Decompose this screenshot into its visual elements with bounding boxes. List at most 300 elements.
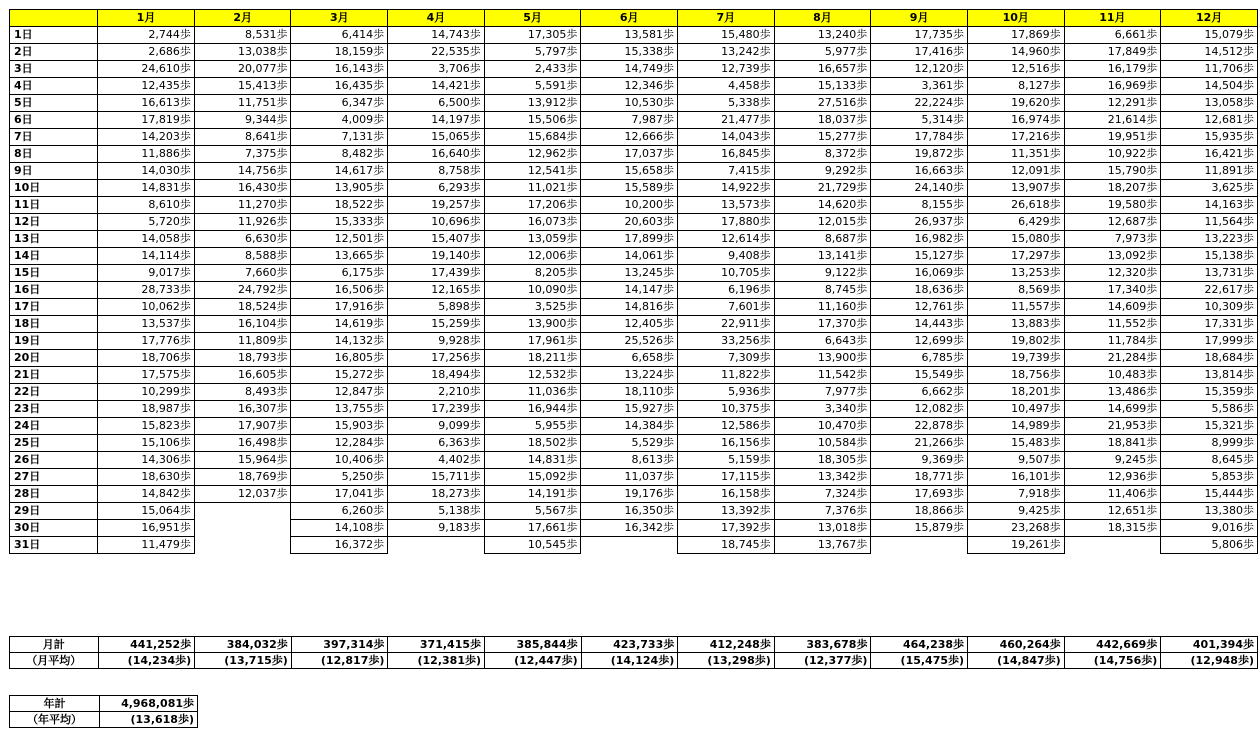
step-count-cell: 25,526歩: [581, 333, 678, 350]
step-count-cell: 3,525歩: [484, 299, 581, 316]
step-count-cell: 8,588歩: [194, 248, 291, 265]
step-count-cell: 14,147歩: [581, 282, 678, 299]
monthly-average-value: (14,124歩): [581, 653, 678, 669]
step-count-cell: 18,987歩: [98, 401, 195, 418]
step-count-cell: 14,831歩: [484, 452, 581, 469]
step-count-cell: 12,346歩: [581, 78, 678, 95]
step-count-cell: 22,617歩: [1161, 282, 1258, 299]
table-row: [10, 27, 1258, 44]
table-row: [10, 129, 1258, 146]
day-label: 23日: [10, 401, 98, 418]
day-label: 10日: [10, 180, 98, 197]
step-count-cell: 13,912歩: [484, 95, 581, 112]
monthly-average-value: (12,377歩): [774, 653, 871, 669]
step-count-cell: 19,872歩: [871, 146, 968, 163]
monthly-average-value: (12,447歩): [485, 653, 582, 669]
step-count-cell: 8,745歩: [774, 282, 871, 299]
step-count-cell: 16,430歩: [194, 180, 291, 197]
step-count-cell: 27,516歩: [774, 95, 871, 112]
step-count-cell: 14,163歩: [1161, 197, 1258, 214]
step-count-cell: 10,705歩: [678, 265, 775, 282]
step-count-cell: 14,030歩: [98, 163, 195, 180]
step-count-cell: 15,127歩: [871, 248, 968, 265]
step-count-cell: 15,079歩: [1161, 27, 1258, 44]
step-count-cell: 17,392歩: [678, 520, 775, 537]
step-count-cell: 8,127歩: [967, 78, 1064, 95]
month-header-12: 12月: [1161, 10, 1258, 27]
step-count-cell: 22,535歩: [388, 44, 485, 61]
step-count-cell: 15,444歩: [1161, 486, 1258, 503]
step-count-cell: 19,580歩: [1064, 197, 1161, 214]
yearly-total-row: [10, 696, 198, 712]
step-count-cell: 8,641歩: [194, 129, 291, 146]
step-count-cell: 8,613歩: [581, 452, 678, 469]
step-count-cell: 18,159歩: [291, 44, 388, 61]
step-count-cell: 15,272歩: [291, 367, 388, 384]
step-count-cell: 13,883歩: [967, 316, 1064, 333]
step-count-cell: 16,640歩: [388, 146, 485, 163]
step-count-cell: 17,784歩: [871, 129, 968, 146]
table-row: [10, 112, 1258, 129]
step-count-cell: 5,591歩: [484, 78, 581, 95]
step-count-cell: 7,375歩: [194, 146, 291, 163]
table-row: [10, 350, 1258, 367]
step-count-cell: 16,073歩: [484, 214, 581, 231]
step-count-cell: 11,784歩: [1064, 333, 1161, 350]
step-count-cell: 18,684歩: [1161, 350, 1258, 367]
table-row: [10, 61, 1258, 78]
step-count-cell: 14,197歩: [388, 112, 485, 129]
monthly-total-value: 384,032歩: [195, 637, 292, 653]
step-count-cell: 17,370歩: [774, 316, 871, 333]
corner-cell: [10, 10, 98, 27]
step-count-cell: 14,989歩: [967, 418, 1064, 435]
step-count-cell: 18,769歩: [194, 469, 291, 486]
step-count-cell: 18,771歩: [871, 469, 968, 486]
step-count-cell: 5,797歩: [484, 44, 581, 61]
step-count-cell: 8,569歩: [967, 282, 1064, 299]
step-count-cell: 10,062歩: [98, 299, 195, 316]
day-label: 3日: [10, 61, 98, 78]
step-count-cell: 6,196歩: [678, 282, 775, 299]
step-count-cell: 24,140歩: [871, 180, 968, 197]
monthly-total-value: 371,415歩: [388, 637, 485, 653]
day-label: 28日: [10, 486, 98, 503]
step-count-cell: 6,630歩: [194, 231, 291, 248]
step-count-cell: 6,658歩: [581, 350, 678, 367]
step-count-cell: 12,015歩: [774, 214, 871, 231]
monthly-total-value: 397,314歩: [291, 637, 388, 653]
step-count-cell: 8,758歩: [388, 163, 485, 180]
step-count-cell: 14,831歩: [98, 180, 195, 197]
yearly-summary-table: [9, 695, 198, 728]
table-row: [10, 299, 1258, 316]
step-count-cell: 10,530歩: [581, 95, 678, 112]
step-count-cell: 13,245歩: [581, 265, 678, 282]
step-count-cell: 6,643歩: [774, 333, 871, 350]
monthly-total-value: 423,733歩: [581, 637, 678, 653]
step-count-cell: 26,937歩: [871, 214, 968, 231]
step-count-cell: 9,017歩: [98, 265, 195, 282]
table-row: [10, 503, 1258, 520]
step-count-cell: 17,849歩: [1064, 44, 1161, 61]
step-count-cell: 16,421歩: [1161, 146, 1258, 163]
step-count-cell: 14,504歩: [1161, 78, 1258, 95]
step-count-cell: 13,141歩: [774, 248, 871, 265]
step-count-cell: 16,613歩: [98, 95, 195, 112]
step-count-cell: 15,823歩: [98, 418, 195, 435]
step-count-cell: 15,321歩: [1161, 418, 1258, 435]
step-count-cell: 17,416歩: [871, 44, 968, 61]
step-count-cell: 16,307歩: [194, 401, 291, 418]
step-count-cell: 17,439歩: [388, 265, 485, 282]
step-count-cell: 15,506歩: [484, 112, 581, 129]
table-row: [10, 95, 1258, 112]
day-label: 21日: [10, 367, 98, 384]
step-count-cell: 21,614歩: [1064, 112, 1161, 129]
step-count-cell: 13,900歩: [484, 316, 581, 333]
monthly-total-value: 412,248歩: [678, 637, 775, 653]
step-count-cell: 11,160歩: [774, 299, 871, 316]
step-count-cell: 13,755歩: [291, 401, 388, 418]
step-count-cell: 15,407歩: [388, 231, 485, 248]
step-count-cell: 16,156歩: [678, 435, 775, 452]
table-row: [10, 146, 1258, 163]
step-count-cell: 18,745歩: [678, 537, 775, 554]
step-count-cell: 12,516歩: [967, 61, 1064, 78]
step-count-cell: 15,080歩: [967, 231, 1064, 248]
day-label: 11日: [10, 197, 98, 214]
step-count-cell: 15,338歩: [581, 44, 678, 61]
month-header-9: 9月: [871, 10, 968, 27]
step-count-cell: 10,200歩: [581, 197, 678, 214]
step-count-cell: 18,706歩: [98, 350, 195, 367]
day-label: 12日: [10, 214, 98, 231]
monthly-average-value: (12,381歩): [388, 653, 485, 669]
day-label: 5日: [10, 95, 98, 112]
step-count-cell: 13,581歩: [581, 27, 678, 44]
step-count-cell: 16,372歩: [291, 537, 388, 554]
step-count-cell: 5,338歩: [678, 95, 775, 112]
step-count-cell: 26,618歩: [967, 197, 1064, 214]
step-count-cell: 2,210歩: [388, 384, 485, 401]
day-label: 25日: [10, 435, 98, 452]
day-label: 16日: [10, 282, 98, 299]
step-count-cell: 16,069歩: [871, 265, 968, 282]
step-count-cell: 12,666歩: [581, 129, 678, 146]
step-count-cell: 14,699歩: [1064, 401, 1161, 418]
step-count-cell: 11,406歩: [1064, 486, 1161, 503]
month-header-6: 6月: [581, 10, 678, 27]
step-count-cell: 18,524歩: [194, 299, 291, 316]
step-count-cell: 16,982歩: [871, 231, 968, 248]
step-count-cell: 9,122歩: [774, 265, 871, 282]
step-count-cell: 18,866歩: [871, 503, 968, 520]
step-count-cell: 16,143歩: [291, 61, 388, 78]
step-count-cell: 7,376歩: [774, 503, 871, 520]
step-count-cell: 9,928歩: [388, 333, 485, 350]
step-count-cell: 13,240歩: [774, 27, 871, 44]
step-count-cell: 14,132歩: [291, 333, 388, 350]
step-count-cell: 10,483歩: [1064, 367, 1161, 384]
step-count-cell: 8,155歩: [871, 197, 968, 214]
step-count-cell: 16,951歩: [98, 520, 195, 537]
step-count-cell: 16,350歩: [581, 503, 678, 520]
monthly-totals-table: [9, 636, 1258, 669]
step-count-cell: 17,735歩: [871, 27, 968, 44]
empty-cell: [871, 537, 968, 554]
step-count-cell: 13,486歩: [1064, 384, 1161, 401]
monthly-average-value: (12,948歩): [1161, 653, 1258, 669]
table-row: [10, 231, 1258, 248]
step-count-cell: 16,158歩: [678, 486, 775, 503]
step-count-cell: 9,016歩: [1161, 520, 1258, 537]
step-count-cell: 16,805歩: [291, 350, 388, 367]
step-count-cell: 13,342歩: [774, 469, 871, 486]
step-count-cell: 11,891歩: [1161, 163, 1258, 180]
month-header-2: 2月: [194, 10, 291, 27]
step-count-cell: 15,711歩: [388, 469, 485, 486]
step-count-cell: 21,284歩: [1064, 350, 1161, 367]
table-row: [10, 180, 1258, 197]
step-count-cell: 4,009歩: [291, 112, 388, 129]
step-count-cell: 13,907歩: [967, 180, 1064, 197]
table-row: [10, 333, 1258, 350]
step-count-cell: 12,761歩: [871, 299, 968, 316]
step-count-cell: 11,706歩: [1161, 61, 1258, 78]
step-count-cell: 8,372歩: [774, 146, 871, 163]
step-count-cell: 17,961歩: [484, 333, 581, 350]
step-count-cell: 13,058歩: [1161, 95, 1258, 112]
step-count-cell: 12,586歩: [678, 418, 775, 435]
step-count-cell: 10,470歩: [774, 418, 871, 435]
step-count-cell: 12,501歩: [291, 231, 388, 248]
step-count-cell: 12,284歩: [291, 435, 388, 452]
step-count-cell: 22,911歩: [678, 316, 775, 333]
step-count-cell: 13,905歩: [291, 180, 388, 197]
day-label: 31日: [10, 537, 98, 554]
step-count-cell: 12,320歩: [1064, 265, 1161, 282]
step-count-cell: 33,256歩: [678, 333, 775, 350]
step-count-cell: 19,176歩: [581, 486, 678, 503]
table-row: [10, 282, 1258, 299]
empty-cell: [194, 537, 291, 554]
step-count-cell: 17,037歩: [581, 146, 678, 163]
step-count-cell: 22,878歩: [871, 418, 968, 435]
step-count-cell: 8,687歩: [774, 231, 871, 248]
table-row: [10, 452, 1258, 469]
step-count-cell: 6,662歩: [871, 384, 968, 401]
step-count-cell: 21,729歩: [774, 180, 871, 197]
step-count-cell: 17,819歩: [98, 112, 195, 129]
step-count-cell: 6,661歩: [1064, 27, 1161, 44]
step-count-cell: 12,936歩: [1064, 469, 1161, 486]
empty-cell: [388, 537, 485, 554]
step-count-cell: 12,037歩: [194, 486, 291, 503]
step-count-cell: 15,092歩: [484, 469, 581, 486]
step-count-cell: 11,886歩: [98, 146, 195, 163]
step-count-cell: 12,405歩: [581, 316, 678, 333]
empty-cell: [581, 537, 678, 554]
step-count-cell: 10,922歩: [1064, 146, 1161, 163]
table-row: [10, 44, 1258, 61]
step-count-cell: 9,408歩: [678, 248, 775, 265]
step-count-cell: 16,944歩: [484, 401, 581, 418]
monthly-average-value: (13,298歩): [678, 653, 775, 669]
day-label: 24日: [10, 418, 98, 435]
step-count-cell: 14,512歩: [1161, 44, 1258, 61]
step-count-cell: 8,610歩: [98, 197, 195, 214]
step-count-cell: 18,522歩: [291, 197, 388, 214]
step-count-cell: 12,847歩: [291, 384, 388, 401]
step-count-cell: 3,361歩: [871, 78, 968, 95]
step-count-cell: 5,936歩: [678, 384, 775, 401]
step-count-cell: 15,277歩: [774, 129, 871, 146]
day-label: 27日: [10, 469, 98, 486]
step-count-cell: 16,498歩: [194, 435, 291, 452]
step-count-cell: 15,480歩: [678, 27, 775, 44]
step-count-cell: 10,497歩: [967, 401, 1064, 418]
step-count-cell: 9,292歩: [774, 163, 871, 180]
step-count-cell: 18,305歩: [774, 452, 871, 469]
table-row: [10, 469, 1258, 486]
monthly-total-value: 442,669歩: [1064, 637, 1161, 653]
step-count-cell: 15,413歩: [194, 78, 291, 95]
monthly-average-value: (14,756歩): [1064, 653, 1161, 669]
day-label: 13日: [10, 231, 98, 248]
step-count-cell: 13,731歩: [1161, 265, 1258, 282]
step-count-cell: 11,037歩: [581, 469, 678, 486]
step-count-cell: 12,165歩: [388, 282, 485, 299]
step-count-cell: 6,347歩: [291, 95, 388, 112]
step-count-cell: 17,999歩: [1161, 333, 1258, 350]
step-count-cell: 11,542歩: [774, 367, 871, 384]
step-count-cell: 19,620歩: [967, 95, 1064, 112]
step-count-cell: 14,043歩: [678, 129, 775, 146]
day-label: 9日: [10, 163, 98, 180]
step-count-cell: 11,809歩: [194, 333, 291, 350]
step-count-cell: 11,557歩: [967, 299, 1064, 316]
table-row: [10, 520, 1258, 537]
day-label: 2日: [10, 44, 98, 61]
monthly-total-value: 385,844歩: [485, 637, 582, 653]
step-count-cell: 10,696歩: [388, 214, 485, 231]
step-count-cell: 11,270歩: [194, 197, 291, 214]
step-count-cell: 10,584歩: [774, 435, 871, 452]
step-count-cell: 17,899歩: [581, 231, 678, 248]
monthly-average-label: （月平均）: [10, 653, 99, 669]
table-row: [10, 197, 1258, 214]
step-count-cell: 10,545歩: [484, 537, 581, 554]
day-label: 14日: [10, 248, 98, 265]
step-count-cell: 7,324歩: [774, 486, 871, 503]
step-count-cell: 5,529歩: [581, 435, 678, 452]
step-count-cell: 11,564歩: [1161, 214, 1258, 231]
step-count-cell: 13,059歩: [484, 231, 581, 248]
step-count-cell: 7,973歩: [1064, 231, 1161, 248]
step-count-cell: 6,414歩: [291, 27, 388, 44]
step-count-cell: 18,636歩: [871, 282, 968, 299]
step-count-cell: 17,115歩: [678, 469, 775, 486]
step-count-cell: 13,392歩: [678, 503, 775, 520]
step-count-cell: 14,114歩: [98, 248, 195, 265]
step-count-cell: 16,104歩: [194, 316, 291, 333]
step-count-cell: 12,082歩: [871, 401, 968, 418]
step-count-cell: 14,816歩: [581, 299, 678, 316]
monthly-total-label: 月計: [10, 637, 99, 653]
step-count-cell: 14,617歩: [291, 163, 388, 180]
step-count-cell: 8,493歩: [194, 384, 291, 401]
step-count-cell: 17,340歩: [1064, 282, 1161, 299]
day-label: 4日: [10, 78, 98, 95]
step-count-cell: 15,064歩: [98, 503, 195, 520]
step-count-cell: 18,207歩: [1064, 180, 1161, 197]
step-count-cell: 12,120歩: [871, 61, 968, 78]
month-header-5: 5月: [484, 10, 581, 27]
step-count-cell: 9,344歩: [194, 112, 291, 129]
step-count-cell: 14,058歩: [98, 231, 195, 248]
step-count-cell: 7,977歩: [774, 384, 871, 401]
step-count-cell: 11,552歩: [1064, 316, 1161, 333]
step-count-cell: 6,260歩: [291, 503, 388, 520]
step-count-cell: 8,645歩: [1161, 452, 1258, 469]
step-count-cell: 10,406歩: [291, 452, 388, 469]
step-count-cell: 14,756歩: [194, 163, 291, 180]
step-count-cell: 6,363歩: [388, 435, 485, 452]
step-count-cell: 15,133歩: [774, 78, 871, 95]
step-count-cell: 5,159歩: [678, 452, 775, 469]
step-count-cell: 13,253歩: [967, 265, 1064, 282]
step-count-cell: 3,625歩: [1161, 180, 1258, 197]
step-count-cell: 23,268歩: [967, 520, 1064, 537]
step-count-cell: 12,541歩: [484, 163, 581, 180]
step-count-cell: 12,962歩: [484, 146, 581, 163]
step-count-cell: 18,037歩: [774, 112, 871, 129]
step-count-cell: 13,223歩: [1161, 231, 1258, 248]
step-count-cell: 5,955歩: [484, 418, 581, 435]
step-count-cell: 14,061歩: [581, 248, 678, 265]
step-count-cell: 14,960歩: [967, 44, 1064, 61]
step-count-cell: 14,108歩: [291, 520, 388, 537]
step-count-cell: 15,927歩: [581, 401, 678, 418]
monthly-total-value: 401,394歩: [1161, 637, 1258, 653]
step-count-cell: 15,138歩: [1161, 248, 1258, 265]
month-header-11: 11月: [1064, 10, 1161, 27]
yearly-total-label: 年計: [10, 696, 100, 712]
step-count-cell: 15,106歩: [98, 435, 195, 452]
step-count-cell: 5,314歩: [871, 112, 968, 129]
month-header-7: 7月: [678, 10, 775, 27]
month-header-row: [10, 10, 1258, 27]
empty-cell: [194, 520, 291, 537]
month-header-4: 4月: [388, 10, 485, 27]
day-label: 19日: [10, 333, 98, 350]
step-count-cell: 2,686歩: [98, 44, 195, 61]
step-count-cell: 8,999歩: [1161, 435, 1258, 452]
table-row: [10, 78, 1258, 95]
step-count-cell: 16,179歩: [1064, 61, 1161, 78]
monthly-total-value: 464,238歩: [871, 637, 968, 653]
step-count-cell: 16,663歩: [871, 163, 968, 180]
step-count-cell: 18,110歩: [581, 384, 678, 401]
monthly-average-row: [10, 653, 1258, 669]
monthly-total-value: 460,264歩: [968, 637, 1065, 653]
step-count-cell: 5,977歩: [774, 44, 871, 61]
step-count-cell: 17,297歩: [967, 248, 1064, 265]
step-count-cell: 12,091歩: [967, 163, 1064, 180]
step-count-cell: 7,918歩: [967, 486, 1064, 503]
step-count-cell: 11,822歩: [678, 367, 775, 384]
